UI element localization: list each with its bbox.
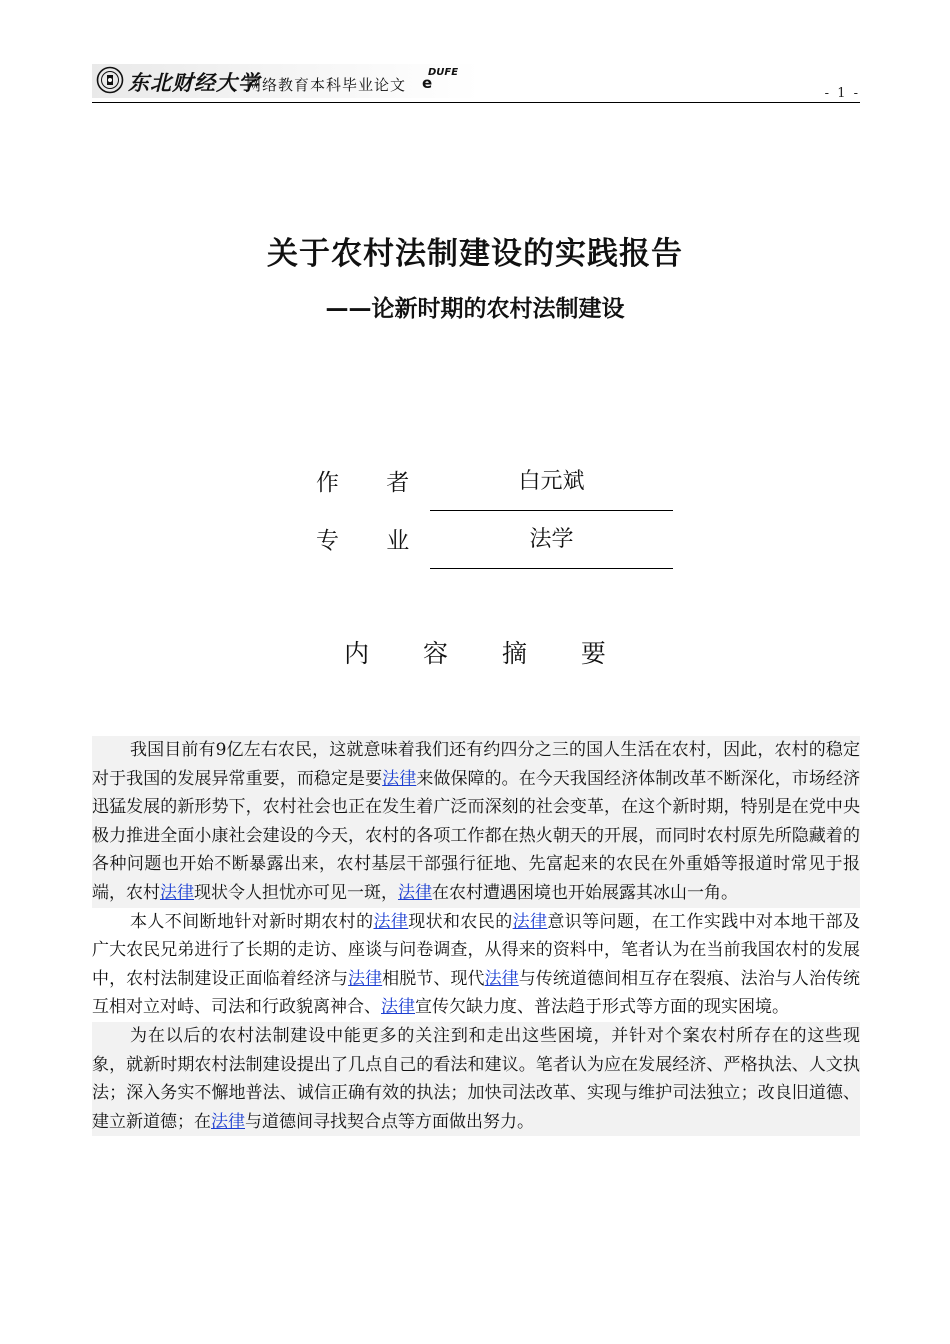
abstract-body bbox=[92, 736, 860, 1136]
author-label: 作 者 bbox=[316, 470, 430, 496]
university-logo-banner bbox=[92, 64, 480, 98]
law-link[interactable]: 法律 bbox=[211, 1111, 245, 1132]
university-name: 东北财经大学 bbox=[128, 70, 260, 95]
author-value: 白元斌 bbox=[518, 469, 585, 494]
paragraph-text: 在农村遭遇困境也开始展露其冰山一角。 bbox=[432, 882, 738, 903]
paragraph-text: 相脱节、现代 bbox=[382, 968, 485, 989]
page-number: - 1 - bbox=[824, 86, 860, 101]
law-link[interactable]: 法律 bbox=[484, 968, 519, 989]
major-underline bbox=[430, 568, 673, 569]
dufe-brand-mark: DUFE bbox=[428, 67, 459, 78]
paragraph-text: 意识等问题，在工作实践中对本地干部及广大农民兄弟进行了长期的走访、座谈与问卷调查，从得来的资料中，笔者认为在当前我国农村的发展中，农村法制建设正面临着经济与 bbox=[92, 911, 861, 989]
paragraph-text: 现状和农民的 bbox=[408, 911, 513, 932]
paragraph-text: 为在以后的农村法制建设中能更多的关注到和走出这些困境，并针对个案农村所存在的这些现象，就新时期农村法制建设提出了几点自己的看法和建议。笔者认为应在发展经济、严格执法、人文执法；深入务实不懈地普法、诚信正确有效的执法；加快司法改革、实现与维护司法独立；改良旧道德、建立新道德；在 bbox=[92, 1025, 860, 1132]
law-link[interactable]: 法律 bbox=[160, 882, 194, 903]
abstract-heading: 内 容 摘 要 bbox=[344, 639, 629, 668]
paragraph-text: 现状令人担忧亦可见一斑， bbox=[194, 882, 398, 903]
law-link[interactable]: 法律 bbox=[512, 911, 548, 932]
abstract-paragraph-2 bbox=[92, 908, 860, 1022]
law-link[interactable]: 法律 bbox=[398, 882, 432, 903]
law-link[interactable]: 法律 bbox=[382, 768, 417, 789]
law-link[interactable]: 法律 bbox=[373, 911, 409, 932]
law-link[interactable]: 法律 bbox=[381, 997, 415, 1018]
e-letter-mark: e bbox=[422, 74, 433, 92]
header-divider bbox=[92, 102, 860, 103]
paragraph-text: 宣传欠缺力度、普法趋于形式等方面的现实困境。 bbox=[415, 997, 789, 1018]
paragraph-text: 我国目前有9亿左右农民，这就意味着我们还有约四分之三的国人生活在农村，因此，农村的稳定对于我国的发展异常重要，而稳定是要 bbox=[92, 740, 860, 789]
document-subtitle: ——论新时期的农村法制建设 bbox=[325, 296, 625, 322]
paragraph-text: 本人不间断地针对新时期农村的 bbox=[130, 911, 374, 932]
major-value: 法学 bbox=[529, 527, 574, 552]
law-link[interactable]: 法律 bbox=[348, 968, 383, 989]
major-label: 专 业 bbox=[316, 528, 430, 554]
paragraph-text: 来做保障的。在今天我国经济体制改革不断深化，市场经济迅猛发展的新形势下，农村社会也正在发生着广泛而深刻的社会变革，在这个新时期，特别是在党中央极力推进全面小康社会建设的今天，农村的各项工作都在热火朝天的开展，而同时农村原先所隐藏着的各种问题也开始不断暴露出来，农村基层干部强行征地、先富起来的农民在外重婚等报道时常见于报端，农村 bbox=[92, 768, 861, 903]
abstract-paragraph-3 bbox=[92, 1022, 860, 1136]
page-header bbox=[92, 64, 860, 104]
paragraph-text: 与道德间寻找契合点等方面做出努力。 bbox=[245, 1111, 534, 1132]
document-title: 关于农村法制建设的实践报告 bbox=[267, 236, 683, 272]
paragraph-text: 与传统道德间相互存在裂痕、法治与人治传统互相对立对峙、司法和行政貌离神合、 bbox=[92, 968, 861, 1018]
thesis-type-label: 网络教育本科毕业论文 bbox=[246, 76, 407, 94]
author-underline bbox=[430, 510, 673, 511]
university-seal-icon bbox=[96, 66, 124, 94]
abstract-paragraph-1 bbox=[92, 736, 860, 908]
